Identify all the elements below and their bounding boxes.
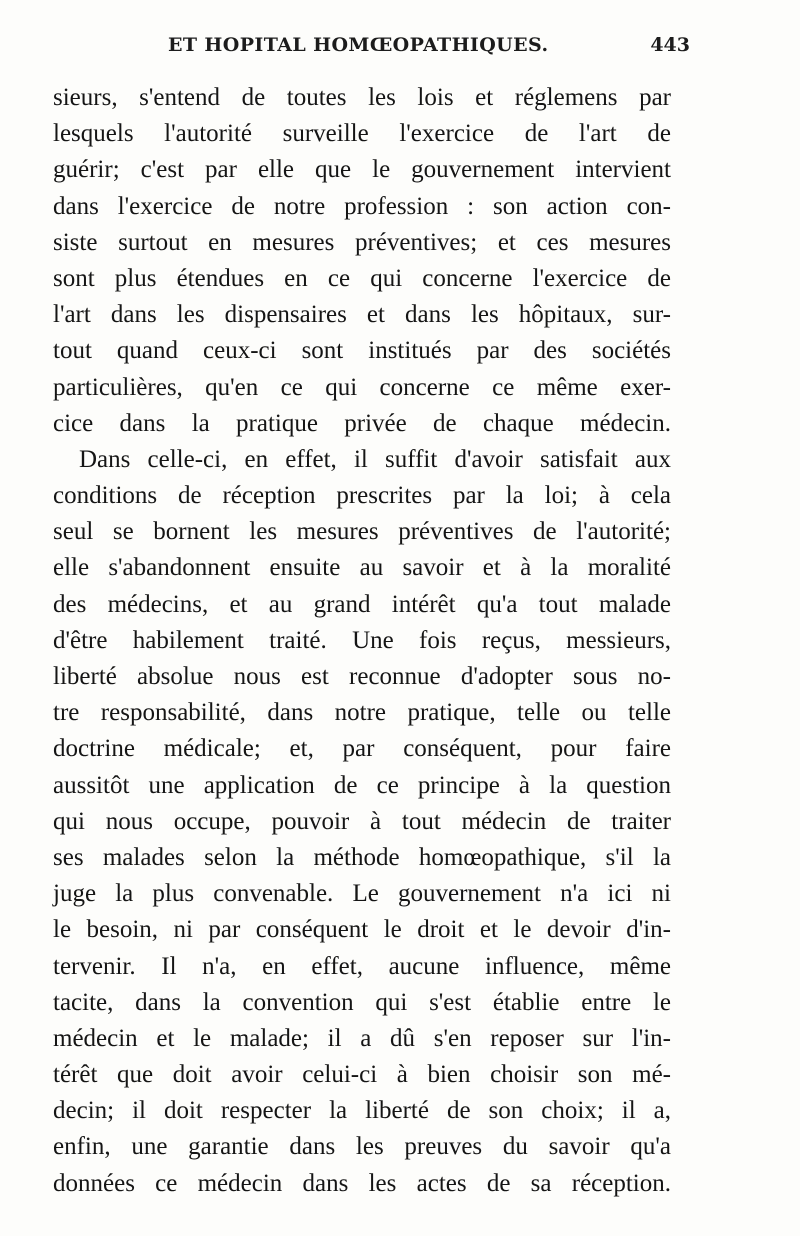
text-line: sont plus étendues en ce qui concerne l'exercice de — [53, 264, 671, 292]
paragraph-start-line: Dans celle-ci, en effet, il suffit d'avoir satisfait aux — [79, 445, 671, 473]
text-line: sieurs, s'entend de toutes les lois et réglemens par — [53, 84, 671, 111]
page-header — [168, 34, 690, 66]
text-line: conditions de réception prescrites par la loi; à cela — [53, 482, 671, 510]
text-line: dans l'exercice de notre profession : son action con- — [53, 192, 671, 220]
text-line: elle s'abandonnent ensuite au savoir et à la moralité — [53, 554, 671, 582]
body-text — [53, 80, 671, 1202]
text-line: enfin, une garantie dans les preuves du savoir qu'a — [53, 1133, 671, 1161]
text-line: tre responsabilité, dans notre pratique, telle ou telle — [53, 699, 671, 727]
running-head: ET HOPITAL HOMŒOPATHIQUES. — [168, 34, 549, 56]
text-line: le besoin, ni par conséquent le droit et le devoir d'in- — [53, 916, 671, 944]
text-line: seul se bornent les mesures préventives de l'autorité; — [53, 518, 671, 546]
text-line: tacite, dans la convention qui s'est établie entre le — [53, 988, 671, 1016]
text-line: liberté absolue nous est reconnue d'adopter sous no- — [53, 663, 671, 690]
text-line: tervenir. Il n'a, en effet, aucune influence, même — [53, 952, 671, 980]
text-line: doctrine médicale; et, par conséquent, pour faire — [53, 735, 671, 763]
text-line: qui nous occupe, pouvoir à tout médecin de traiter — [53, 807, 671, 835]
text-line: ses malades selon la méthode homœopathique, s'il la — [53, 843, 671, 871]
text-line: guérir; c'est par elle que le gouvernement intervient — [53, 156, 671, 184]
text-line: tout quand ceux-ci sont institués par des sociétés — [53, 337, 671, 365]
text-line: juge la plus convenable. Le gouvernement n'a ici ni — [53, 880, 671, 908]
text-line: d'être habilement traité. Une fois reçus, messieurs, — [53, 626, 671, 654]
text-line: données ce médecin dans les actes de sa réception. — [53, 1169, 671, 1197]
text-line: térêt que doit avoir celui-ci à bien choisir son mé- — [53, 1061, 671, 1089]
text-line: particulières, qu'en ce qui concerne ce même exer- — [53, 373, 671, 401]
text-line: decin; il doit respecter la liberté de son choix; il a, — [53, 1097, 671, 1125]
text-line: l'art dans les dispensaires et dans les hôpitaux, sur- — [53, 301, 671, 329]
page-number: 443 — [650, 34, 690, 56]
text-line: médecin et le malade; il a dû s'en reposer sur l'in- — [53, 1024, 671, 1052]
text-line: aussitôt une application de ce principe à la question — [53, 771, 671, 799]
text-line: des médecins, et au grand intérêt qu'a tout malade — [53, 590, 671, 618]
text-line: siste surtout en mesures préventives; et ces mesures — [53, 228, 671, 256]
text-line: lesquels l'autorité surveille l'exercice de l'art de — [53, 120, 671, 148]
text-line: cice dans la pratique privée de chaque médecin. — [53, 409, 671, 437]
